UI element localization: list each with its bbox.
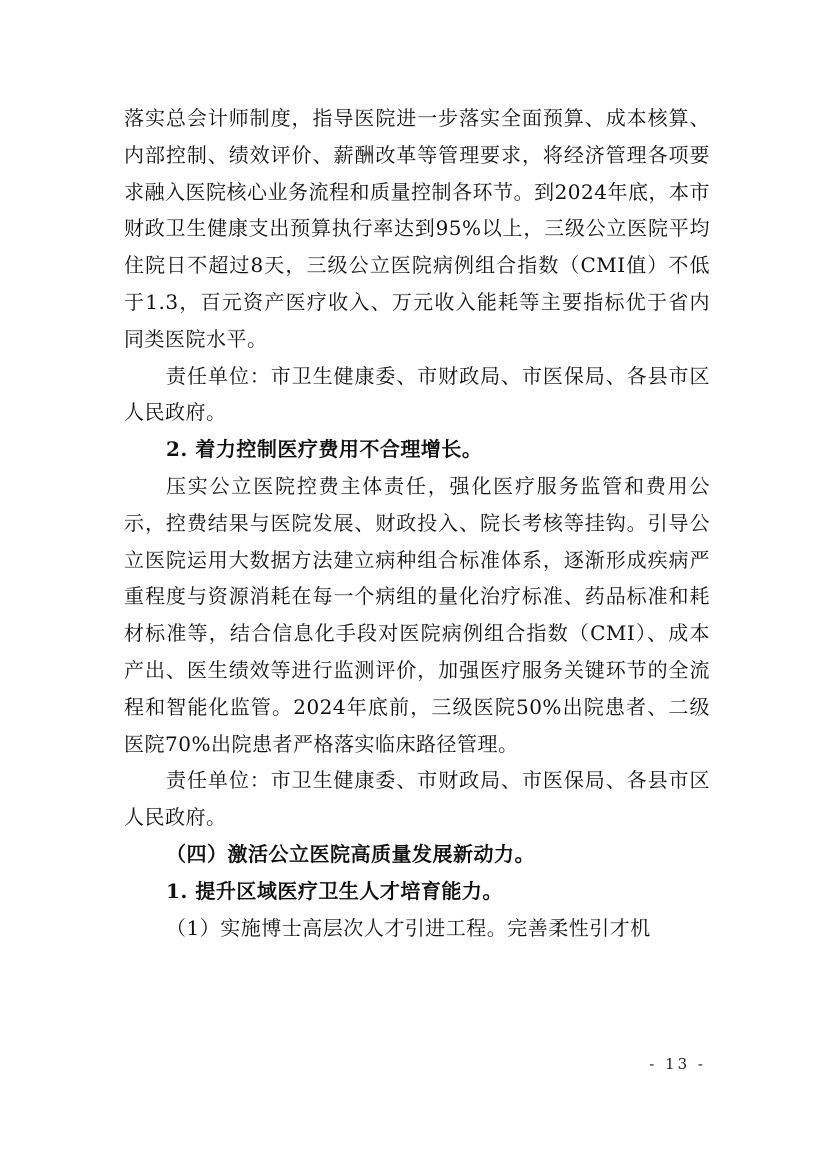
responsible-units-1: 责任单位：市卫生健康委、市财政局、市医保局、各县市区人民政府。 bbox=[124, 363, 710, 425]
page-number: - 13 - bbox=[649, 1055, 706, 1073]
page-body bbox=[124, 100, 710, 946]
paragraph-cost-control: 压实公立医院控费主体责任，强化医疗服务监管和费用公示，控费结果与医院发展、财政投入、院长考核等挂钩。引导公立医院运用大数据方法建立病种组合标准体系，逐渐形成疾病严重程度与资源消耗在每一个病组的量化治疗标准、药品标准和耗材标准等，结合信息化手段对医院病例组合指数（CMI）、成本产出、医生绩效等进行监测评价，加强医疗服务关键环节的全流程和智能化监管。2024年底前，三级医院50%出院患者、二级医院70%出院患者严格落实临床路径管理。 bbox=[124, 473, 710, 756]
heading-cost-control: 2. 着力控制医疗费用不合理增长。 bbox=[166, 437, 483, 462]
section-heading-four: （四）激活公立医院高质量发展新动力。 bbox=[166, 841, 535, 866]
responsible-units-2: 责任单位：市卫生健康委、市财政局、市医保局、各县市区人民政府。 bbox=[124, 768, 710, 830]
heading-talent-cultivation: 1. 提升区域医疗卫生人才培育能力。 bbox=[166, 878, 503, 903]
paragraph-accounting-system: 落实总会计师制度，指导医院进一步落实全面预算、成本核算、内部控制、绩效评价、薪酬改革等管理要求，将经济管理各项要求融入医院核心业务流程和质量控制各环节。到2024年底，本市财政卫生健康支出预算执行率达到95%以上，三级公立医院平均住院日不超过8天，三级公立医院病例组合指数（CMI值）不低于1.3，百元资产医疗收入、万元收入能耗等主要指标优于省内同类医院水平。 bbox=[124, 106, 710, 351]
paragraph-doctoral-talent: （1）实施博士高层次人才引进工程。完善柔性引才机 bbox=[166, 915, 651, 940]
